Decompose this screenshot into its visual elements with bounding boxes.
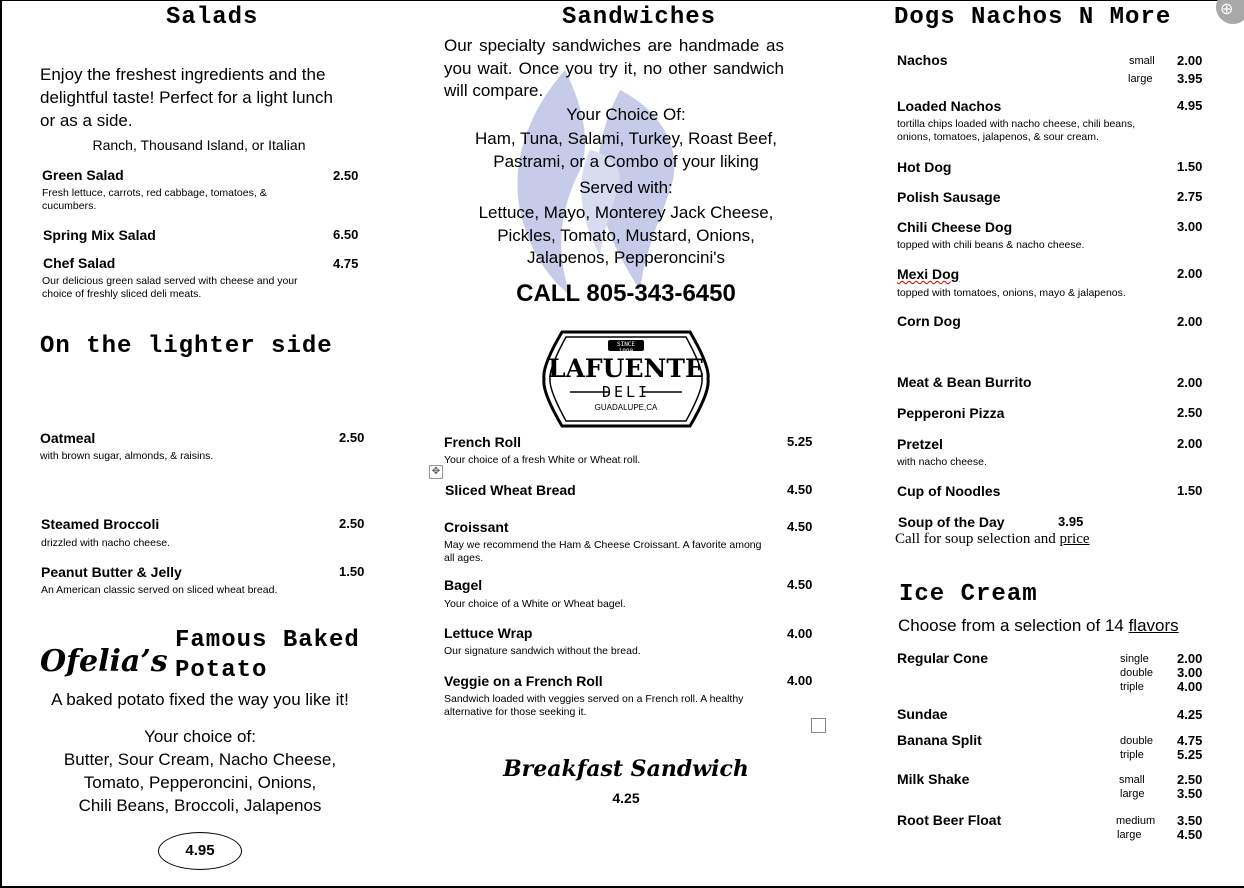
sandwich-choices: Pastrami, or a Combo of your liking	[493, 152, 759, 171]
size-label: medium	[1116, 815, 1156, 827]
served-with-label: Served with:	[579, 178, 673, 197]
menu-item-price: 2.00	[1177, 651, 1203, 666]
menu-item-price: 4.25	[1177, 707, 1203, 722]
menu-item-name: Pretzel	[897, 436, 943, 452]
potato-choices: Butter, Sour Cream, Nacho Cheese,	[63, 750, 337, 769]
lafuente-deli-logo	[540, 326, 712, 432]
breakfast-sandwich-price: 4.25	[612, 790, 640, 806]
ice-cream-intro: Choose from a selection of 14 flavors	[898, 616, 1179, 635]
menu-item-description: with nacho cheese.	[897, 456, 987, 468]
menu-item-price: 4.50	[787, 519, 813, 534]
page-top-border	[0, 0, 1244, 1]
menu-item-price: 3.50	[1177, 813, 1203, 828]
sandwiches-intro: Our specialty sandwiches are handmade as you wait. Once you try it, no other sandwich will compare.	[444, 36, 784, 100]
menu-item-name	[897, 266, 959, 282]
menu-item-price: 2.00	[1177, 53, 1203, 68]
menu-item-name: Bagel	[444, 577, 483, 593]
menu-item-name: Veggie on a French Roll	[444, 673, 603, 689]
menu-item-description: Our signature sandwich without the bread.	[444, 645, 641, 657]
menu-item-name: Steamed Broccoli	[41, 516, 160, 532]
dressings-list: Ranch, Thousand Island, or Italian	[92, 137, 306, 153]
soup-note: Call for soup selection and price	[895, 531, 1090, 547]
menu-item-price: 2.00	[1177, 436, 1203, 451]
menu-item-name-text: Mexi Dog	[897, 266, 960, 282]
logo-since: SINCE 1990	[616, 341, 636, 355]
logo-name: LAFUENTE	[547, 354, 705, 383]
page-left-border	[0, 0, 2, 888]
menu-item-price: 2.50	[1177, 772, 1203, 787]
menu-item-price: 4.95	[1177, 98, 1203, 113]
logo-place: GUADALUPE,CA	[594, 403, 658, 412]
size-label: large	[1117, 829, 1142, 841]
size-label: triple	[1120, 681, 1144, 693]
menu-item-price: 1.50	[1177, 159, 1203, 174]
menu-item-name: French Roll	[444, 434, 522, 450]
served-with-list: Jalapenos, Pepperoncini's	[527, 248, 725, 267]
size-label: small	[1129, 55, 1155, 67]
sandwich-choices: Ham, Tuna, Salami, Turkey, Roast Beef,	[474, 129, 778, 148]
size-label: double	[1120, 667, 1154, 679]
menu-item-description: Your choice of a fresh White or Wheat roll.	[444, 454, 641, 466]
menu-item-name: Spring Mix Salad	[43, 227, 156, 243]
menu-item-price: 6.50	[333, 227, 359, 242]
menu-item-price: 3.95	[1177, 71, 1203, 86]
menu-item-name: Polish Sausage	[897, 189, 1001, 205]
menu-item-price: 2.50	[339, 430, 365, 445]
menu-item-name: Cup of Noodles	[897, 483, 1001, 499]
menu-item-name: Root Beer Float	[897, 812, 1002, 828]
salads-heading: Salads	[166, 4, 259, 31]
menu-item-description: topped with chili beans & nacho cheese.	[897, 239, 1085, 251]
breakfast-sandwich-title: Breakfast Sandwich	[503, 756, 749, 782]
menu-item-description: Your choice of a White or Wheat bagel.	[444, 598, 626, 610]
menu-item-price: 1.50	[1177, 483, 1203, 498]
menu-item-price: 3.00	[1177, 665, 1203, 680]
menu-item-name: Soup of the Day	[898, 514, 1005, 530]
menu-item-price: 4.00	[1177, 679, 1203, 694]
sandwiches-heading: Sandwiches	[562, 4, 717, 31]
potato-choice-label: Your choice of:	[144, 727, 256, 746]
ice-cream-underlined-word: flavors	[1128, 616, 1179, 635]
size-label: large	[1128, 73, 1153, 85]
size-label: single	[1120, 653, 1149, 665]
lighter-side-heading: On the lighter side	[40, 333, 333, 360]
menu-item-name: Green Salad	[42, 167, 124, 183]
menu-item-description: Sandwich loaded with veggies served on a French roll. A healthy alternative for those seeking it.	[444, 693, 744, 718]
menu-item-price: 4.00	[787, 673, 813, 688]
potato-heading-line1: Famous Baked	[175, 627, 360, 654]
menu-item-description: drizzled with nacho cheese.	[41, 537, 170, 549]
potato-heading-line2: Potato	[175, 657, 268, 684]
checkbox-icon[interactable]	[811, 718, 826, 733]
menu-item-price: 2.50	[333, 168, 359, 183]
menu-item-price: 4.00	[787, 626, 813, 641]
menu-item-name: Lettuce Wrap	[444, 625, 533, 641]
menu-item-price: 2.75	[1177, 189, 1203, 204]
menu-item-description: An American classic served on sliced wheat bread.	[41, 584, 278, 596]
served-with-list: Pickles, Tomato, Mustard, Onions,	[497, 226, 755, 245]
ice-cream-heading: Ice Cream	[899, 581, 1038, 608]
size-label: double	[1120, 735, 1154, 747]
menu-item-description: topped with tomatoes, onions, mayo & jalapenos.	[897, 287, 1126, 299]
menu-item-price: 2.50	[1177, 405, 1203, 420]
size-label: small	[1119, 774, 1145, 786]
menu-item-name: Sliced Wheat Bread	[445, 482, 576, 498]
potato-choices: Tomato, Pepperoncini, Onions,	[83, 773, 317, 792]
potato-price: 4.95	[158, 832, 242, 870]
menu-item-name: Banana Split	[897, 732, 982, 748]
menu-item-price: 4.50	[1177, 827, 1203, 842]
menu-item-name: Oatmeal	[40, 430, 96, 446]
served-with-list: Lettuce, Mayo, Monterey Jack Cheese,	[478, 203, 774, 222]
menu-item-price: 3.50	[1177, 786, 1203, 801]
menu-item-price: 4.75	[333, 256, 359, 271]
menu-item-name: Meat & Bean Burrito	[897, 374, 1032, 390]
menu-item-price: 4.50	[787, 577, 813, 592]
menu-item-name: Chef Salad	[43, 255, 116, 271]
logo-sub: DELI	[601, 383, 651, 401]
menu-item-description: May we recommend the Ham & Cheese Croissant. A favorite among all ages.	[444, 539, 762, 564]
size-label: triple	[1120, 749, 1144, 761]
menu-item-price: 4.75	[1177, 733, 1203, 748]
menu-item-name: Hot Dog	[897, 159, 952, 175]
menu-item-description: with brown sugar, almonds, & raisins.	[40, 450, 214, 462]
menu-item-name: Sundae	[897, 706, 948, 722]
menu-item-name: Regular Cone	[897, 650, 989, 666]
menu-item-name: Peanut Butter & Jelly	[41, 564, 182, 580]
menu-item-price: 2.00	[1177, 266, 1203, 281]
move-anchor-icon[interactable]: ✥	[429, 465, 443, 479]
ofelias-script-title: Ofelia’s	[40, 644, 168, 679]
menu-item-price: 2.00	[1177, 314, 1203, 329]
zoom-in-icon[interactable]: ⊕	[1216, 0, 1244, 24]
size-label: large	[1120, 788, 1145, 800]
menu-item-name: Corn Dog	[897, 313, 961, 329]
menu-item-description: Fresh lettuce, carrots, red cabbage, tomatoes, & cucumbers.	[42, 187, 267, 212]
potato-choices: Chili Beans, Broccoli, Jalapenos	[78, 796, 322, 815]
menu-item-price: 3.00	[1177, 219, 1203, 234]
menu-item-price: 5.25	[1177, 747, 1203, 762]
menu-item-name: Pepperoni Pizza	[897, 405, 1005, 421]
menu-item-name: Croissant	[444, 519, 509, 535]
menu-item-price: 4.50	[787, 482, 813, 497]
menu-item-description: tortilla chips loaded with nacho cheese, chili beans, onions, tomatoes, jalapenos, & sour cream.	[897, 118, 1136, 143]
call-phone-number: CALL 805-343-6450	[516, 280, 736, 307]
soup-note-underlined-word: price	[1059, 531, 1090, 547]
menu-item-name: Loaded Nachos	[897, 98, 1002, 114]
dogs-nachos-heading: Dogs Nachos N More	[894, 4, 1172, 31]
sandwich-choice-label: Your Choice Of:	[566, 105, 686, 124]
menu-item-price: 2.00	[1177, 375, 1203, 390]
menu-item-name: Milk Shake	[897, 771, 970, 787]
salads-intro: Enjoy the freshest ingredients and the delightful taste! Perfect for a light lunch or as a side.	[40, 65, 333, 130]
menu-item-price: 2.50	[339, 516, 365, 531]
menu-item-name: Nachos	[897, 52, 948, 68]
menu-item-price: 5.25	[787, 434, 813, 449]
menu-item-description: Our delicious green salad served with cheese and your choice of freshly sliced deli meats.	[42, 275, 298, 300]
menu-item-price: 1.50	[339, 564, 365, 579]
potato-tagline: A baked potato fixed the way you like it!	[51, 690, 349, 709]
menu-item-price: 3.95	[1058, 514, 1084, 529]
menu-item-name: Chili Cheese Dog	[897, 219, 1013, 235]
